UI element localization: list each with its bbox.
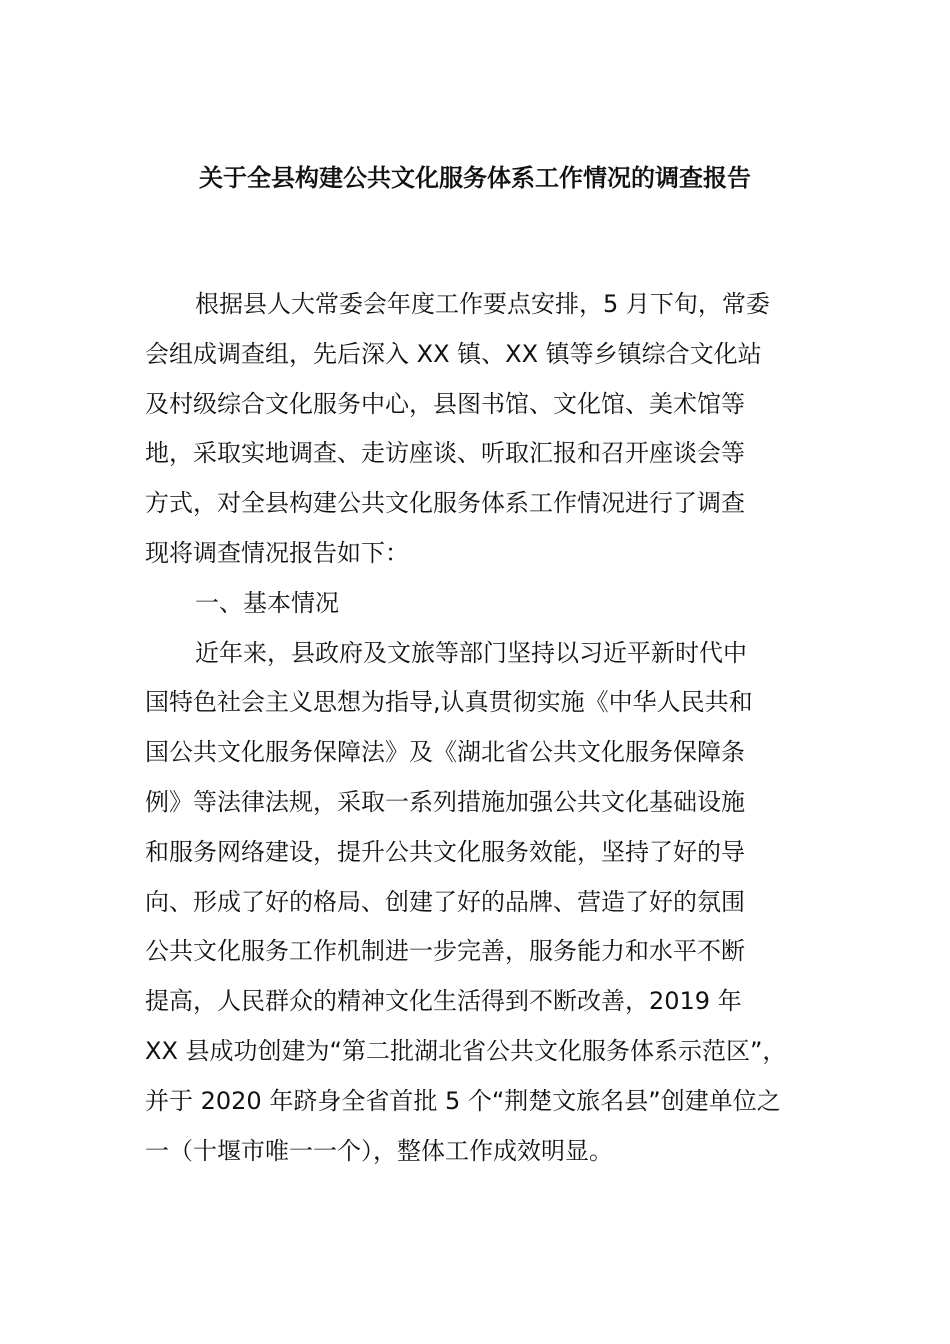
paragraph-line: 近年来，县政府及文旅等部门坚持以习近平新时代中 xyxy=(195,638,747,667)
paragraph-line: 一（十堰市唯一一个），整体工作成效明显。 xyxy=(145,1136,613,1165)
paragraph-line: 现将调查情况报告如下： xyxy=(145,538,409,567)
paragraph-line: 公共文化服务工作机制进一步完善，服务能力和水平不断 xyxy=(145,937,745,966)
paragraph-line: 方式，对全县构建公共文化服务体系工作情况进行了调查 xyxy=(145,489,745,518)
paragraph-line: 并于 2020 年跻身全省首批 5 个“荆楚文旅名县”创建单位之 xyxy=(145,1086,781,1115)
document-title: 关于全县构建公共文化服务体系工作情况的调查报告 xyxy=(199,164,751,192)
paragraph-line: XX 县成功创建为“第二批湖北省公共文化服务体系示范区”， xyxy=(145,1036,787,1065)
document-body xyxy=(145,280,835,1176)
paragraph-line: 地，采取实地调查、走访座谈、听取汇报和召开座谈会等 xyxy=(145,439,745,468)
section-heading: 一、基本情况 xyxy=(195,588,339,617)
paragraph-line: 例》等法律法规，采取一系列措施加强公共文化基础设施 xyxy=(145,787,745,816)
paragraph-line: 会组成调查组，先后深入 XX 镇、XX 镇等乡镇综合文化站 xyxy=(145,339,762,368)
paragraph-line: 根据县人大常委会年度工作要点安排，5 月下旬，常委 xyxy=(195,290,770,318)
paragraph-line: 向、形成了好的格局、创建了好的品牌、营造了好的氛围 xyxy=(145,887,745,916)
paragraph-line: 和服务网络建设，提升公共文化服务效能，坚持了好的导 xyxy=(145,837,745,866)
paragraph-line: 提高，人民群众的精神文化生活得到不断改善，2019 年 xyxy=(145,987,742,1016)
paragraph-line: 及村级综合文化服务中心，县图书馆、文化馆、美术馆等 xyxy=(145,389,745,418)
paragraph-line: 国公共文化服务保障法》及《湖北省公共文化服务保障条 xyxy=(145,738,745,767)
paragraph-line: 国特色社会主义思想为指导,认真贯彻实施《中华人民共和 xyxy=(145,688,753,717)
